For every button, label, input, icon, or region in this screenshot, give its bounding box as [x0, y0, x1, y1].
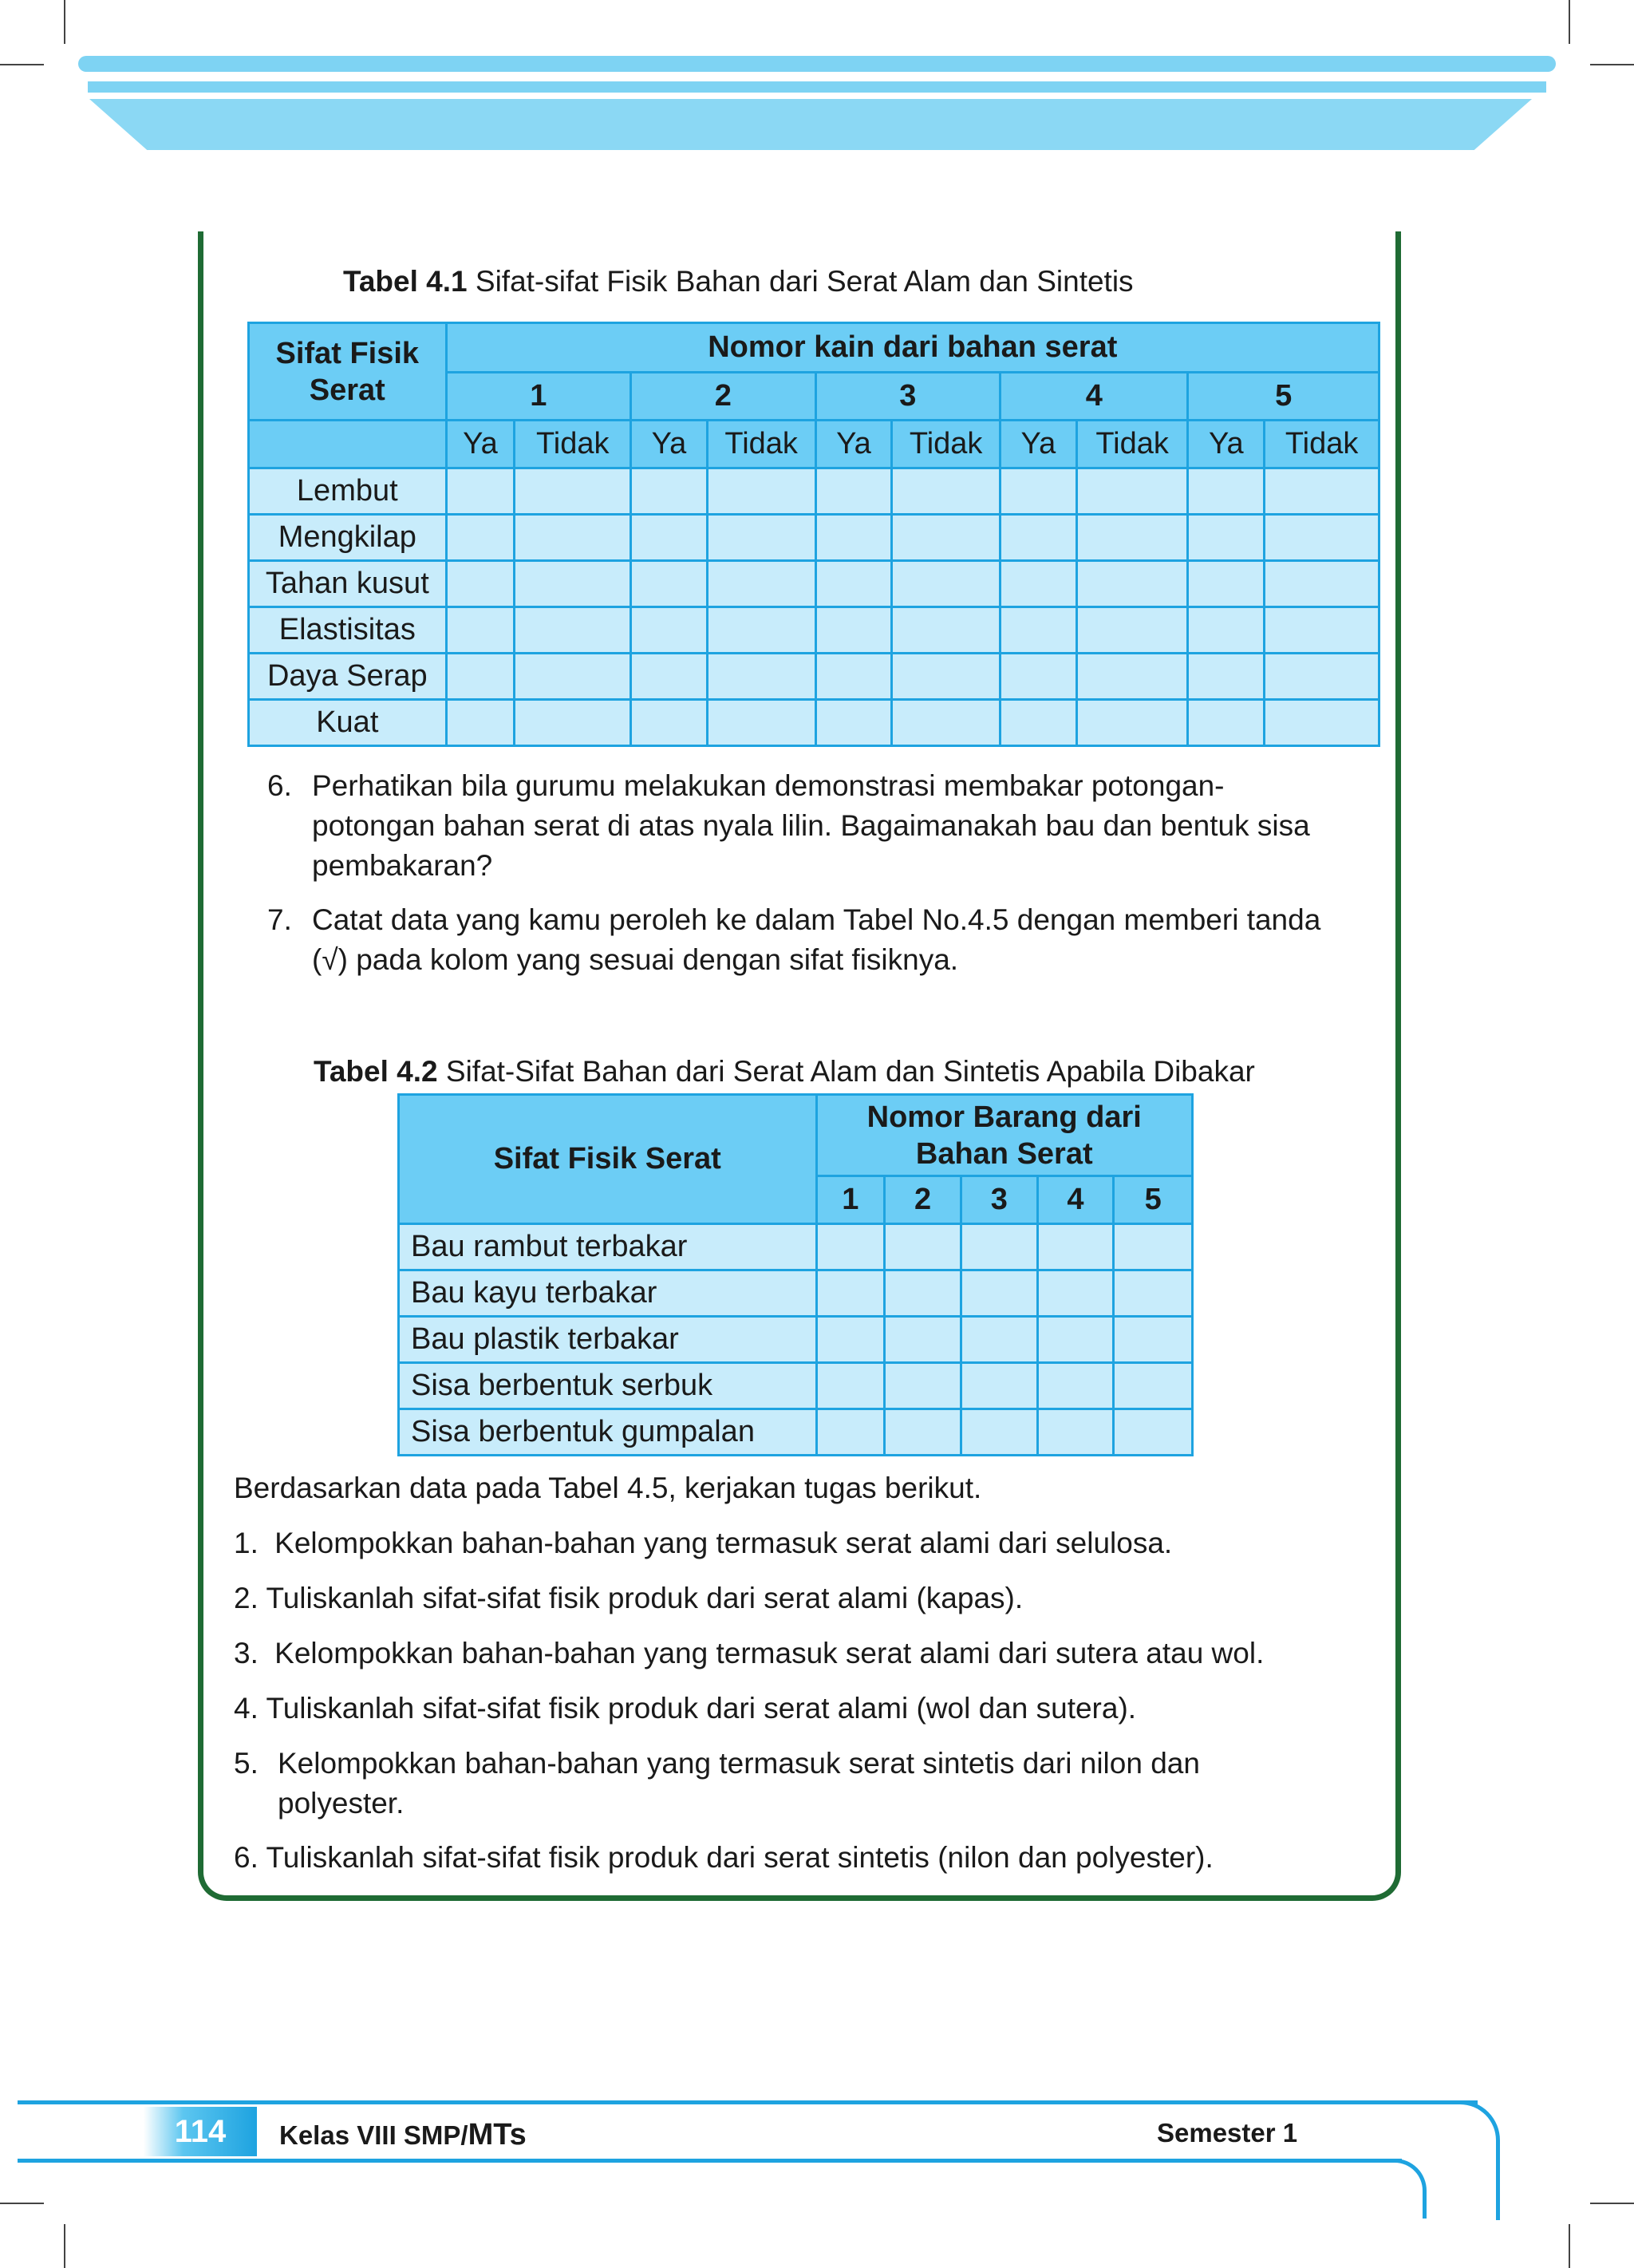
table-row [249, 468, 1379, 515]
instruction-text: (√) pada kolom yang sesuai dengan sifat fisiknya. [312, 943, 959, 976]
table-row [249, 515, 1379, 561]
table2-group-header: Nomor Barang dari Bahan Serat [816, 1095, 1193, 1176]
table1-no: Tidak [515, 421, 631, 468]
table2-number: 4 [1037, 1176, 1114, 1224]
table-4-1 [247, 322, 1380, 747]
table-row [399, 1409, 1193, 1456]
table-row [399, 1317, 1193, 1363]
instruction-7 [267, 900, 1384, 980]
table2-row-label: Bau plastik terbakar [399, 1317, 817, 1363]
table2-row-label: Sisa berbentuk gumpalan [399, 1409, 817, 1456]
footer-line [18, 2100, 1478, 2104]
table2-row-header: Sifat Fisik Serat [399, 1095, 817, 1224]
table1-row-label: Kuat [249, 700, 447, 746]
table1-yes: Ya [815, 421, 892, 468]
footer-semester: Semester 1 [1157, 2118, 1298, 2147]
footer-curve [1428, 2100, 1500, 2220]
table1-yes: Ya [1188, 421, 1265, 468]
instruction-6 [267, 766, 1368, 886]
table2-row-label: Sisa berbentuk serbuk [399, 1363, 817, 1409]
table1-no: Tidak [892, 421, 1001, 468]
list-number: 5. [234, 1747, 259, 1780]
table1-number: 1 [446, 373, 630, 421]
crop-mark [64, 2224, 65, 2268]
table1-row-label: Lembut [249, 468, 447, 515]
task-text: Tuliskanlah sifat-sifat fisik produk dari serat alami (wol dan sutera). [266, 1692, 1137, 1725]
task-text: Kelompokkan bahan-bahan yang termasuk serat sintetis dari nilon dan [278, 1747, 1200, 1780]
task-item [234, 1838, 1383, 1878]
crop-mark [1590, 2203, 1634, 2204]
task-item [234, 1579, 1367, 1618]
table-row [249, 654, 1379, 700]
table1-row-label: Tahan kusut [249, 561, 447, 607]
page-number: 114 [144, 2107, 257, 2156]
table2-row-label: Bau rambut terbakar [399, 1224, 817, 1270]
instruction-text: Perhatikan bila gurumu melakukan demonstrasi membakar potongan- [312, 769, 1225, 802]
table1-number: 4 [1001, 373, 1188, 421]
table1-group-header: Nomor kain dari bahan serat [446, 323, 1379, 373]
table1-no: Tidak [707, 421, 815, 468]
table1-number: 3 [815, 373, 1000, 421]
task-text: Tuliskanlah sifat-sifat fisik produk dari serat sintetis (nilon dan polyester). [266, 1841, 1214, 1874]
task-item [234, 1744, 1367, 1823]
table-row [399, 1224, 1193, 1270]
table2-number: 3 [961, 1176, 1037, 1224]
crop-mark [64, 0, 65, 44]
instruction-text: Catat data yang kamu peroleh ke dalam Tabel No.4.5 dengan memberi tanda [312, 903, 1321, 936]
crop-mark [0, 2203, 44, 2204]
table-row [249, 561, 1379, 607]
crop-mark [0, 64, 44, 65]
header-band [89, 99, 1532, 150]
table1-yes: Ya [631, 421, 708, 468]
table2-row-label: Bau kayu terbakar [399, 1270, 817, 1317]
list-number: 2. [234, 1582, 259, 1614]
list-number: 4. [234, 1692, 259, 1725]
tasks-intro: Berdasarkan data pada Tabel 4.5, kerjakan tugas berikut. [234, 1472, 982, 1504]
table1-caption: Tabel 4.1 Sifat-sifat Fisik Bahan dari Serat Alam dan Sintetis [343, 265, 1134, 298]
footer-line [18, 2159, 1402, 2163]
crop-mark [1590, 64, 1634, 65]
table-row [399, 1363, 1193, 1409]
table2-caption: Tabel 4.2 Sifat-Sifat Bahan dari Serat Alam dan Sintetis Apabila Dibakar [314, 1055, 1255, 1088]
table2-number: 2 [885, 1176, 961, 1224]
table-row [249, 700, 1379, 746]
table1-row-label: Mengkilap [249, 515, 447, 561]
crop-mark [1569, 2224, 1570, 2268]
table2-number: 5 [1114, 1176, 1193, 1224]
instruction-text: potongan bahan serat di atas nyala lilin. Bagaimanakah bau dan bentuk sisa [312, 809, 1310, 842]
footer-curve [1380, 2159, 1427, 2219]
task-item [234, 1689, 1367, 1729]
table1-no: Tidak [1076, 421, 1188, 468]
table-row [399, 1270, 1193, 1317]
task-text: Kelompokkan bahan-bahan yang termasuk serat alami dari sutera atau wol. [274, 1637, 1265, 1669]
task-item [234, 1523, 1367, 1563]
table1-number: 2 [631, 373, 815, 421]
table-row [249, 607, 1379, 654]
crop-mark [1569, 0, 1570, 44]
table1-row-label: Elastisitas [249, 607, 447, 654]
table1-yes: Ya [446, 421, 515, 468]
list-number: 7. [267, 903, 292, 936]
header-band [78, 56, 1556, 72]
table1-row-header: Sifat Fisik Serat [249, 323, 447, 421]
header-band [88, 81, 1546, 93]
list-number: 3. [234, 1637, 259, 1669]
table-4-2 [397, 1093, 1194, 1456]
task-text: Kelompokkan bahan-bahan yang termasuk serat alami dari selulosa. [274, 1527, 1173, 1559]
table1-no: Tidak [1265, 421, 1379, 468]
table1-row-label: Daya Serap [249, 654, 447, 700]
table1-number: 5 [1188, 373, 1379, 421]
list-number: 6. [234, 1841, 259, 1874]
instruction-text: pembakaran? [312, 849, 493, 882]
list-number: 1. [234, 1527, 259, 1559]
task-text: polyester. [278, 1787, 405, 1820]
task-text: Tuliskanlah sifat-sifat fisik produk dari serat alami (kapas). [266, 1582, 1024, 1614]
footer-class: Kelas VIII SMP/MTs [279, 2118, 527, 2151]
table2-number: 1 [816, 1176, 885, 1224]
table1-header-blank [249, 421, 447, 468]
table1-yes: Ya [1001, 421, 1077, 468]
task-item [234, 1634, 1367, 1673]
list-number: 6. [267, 769, 292, 802]
